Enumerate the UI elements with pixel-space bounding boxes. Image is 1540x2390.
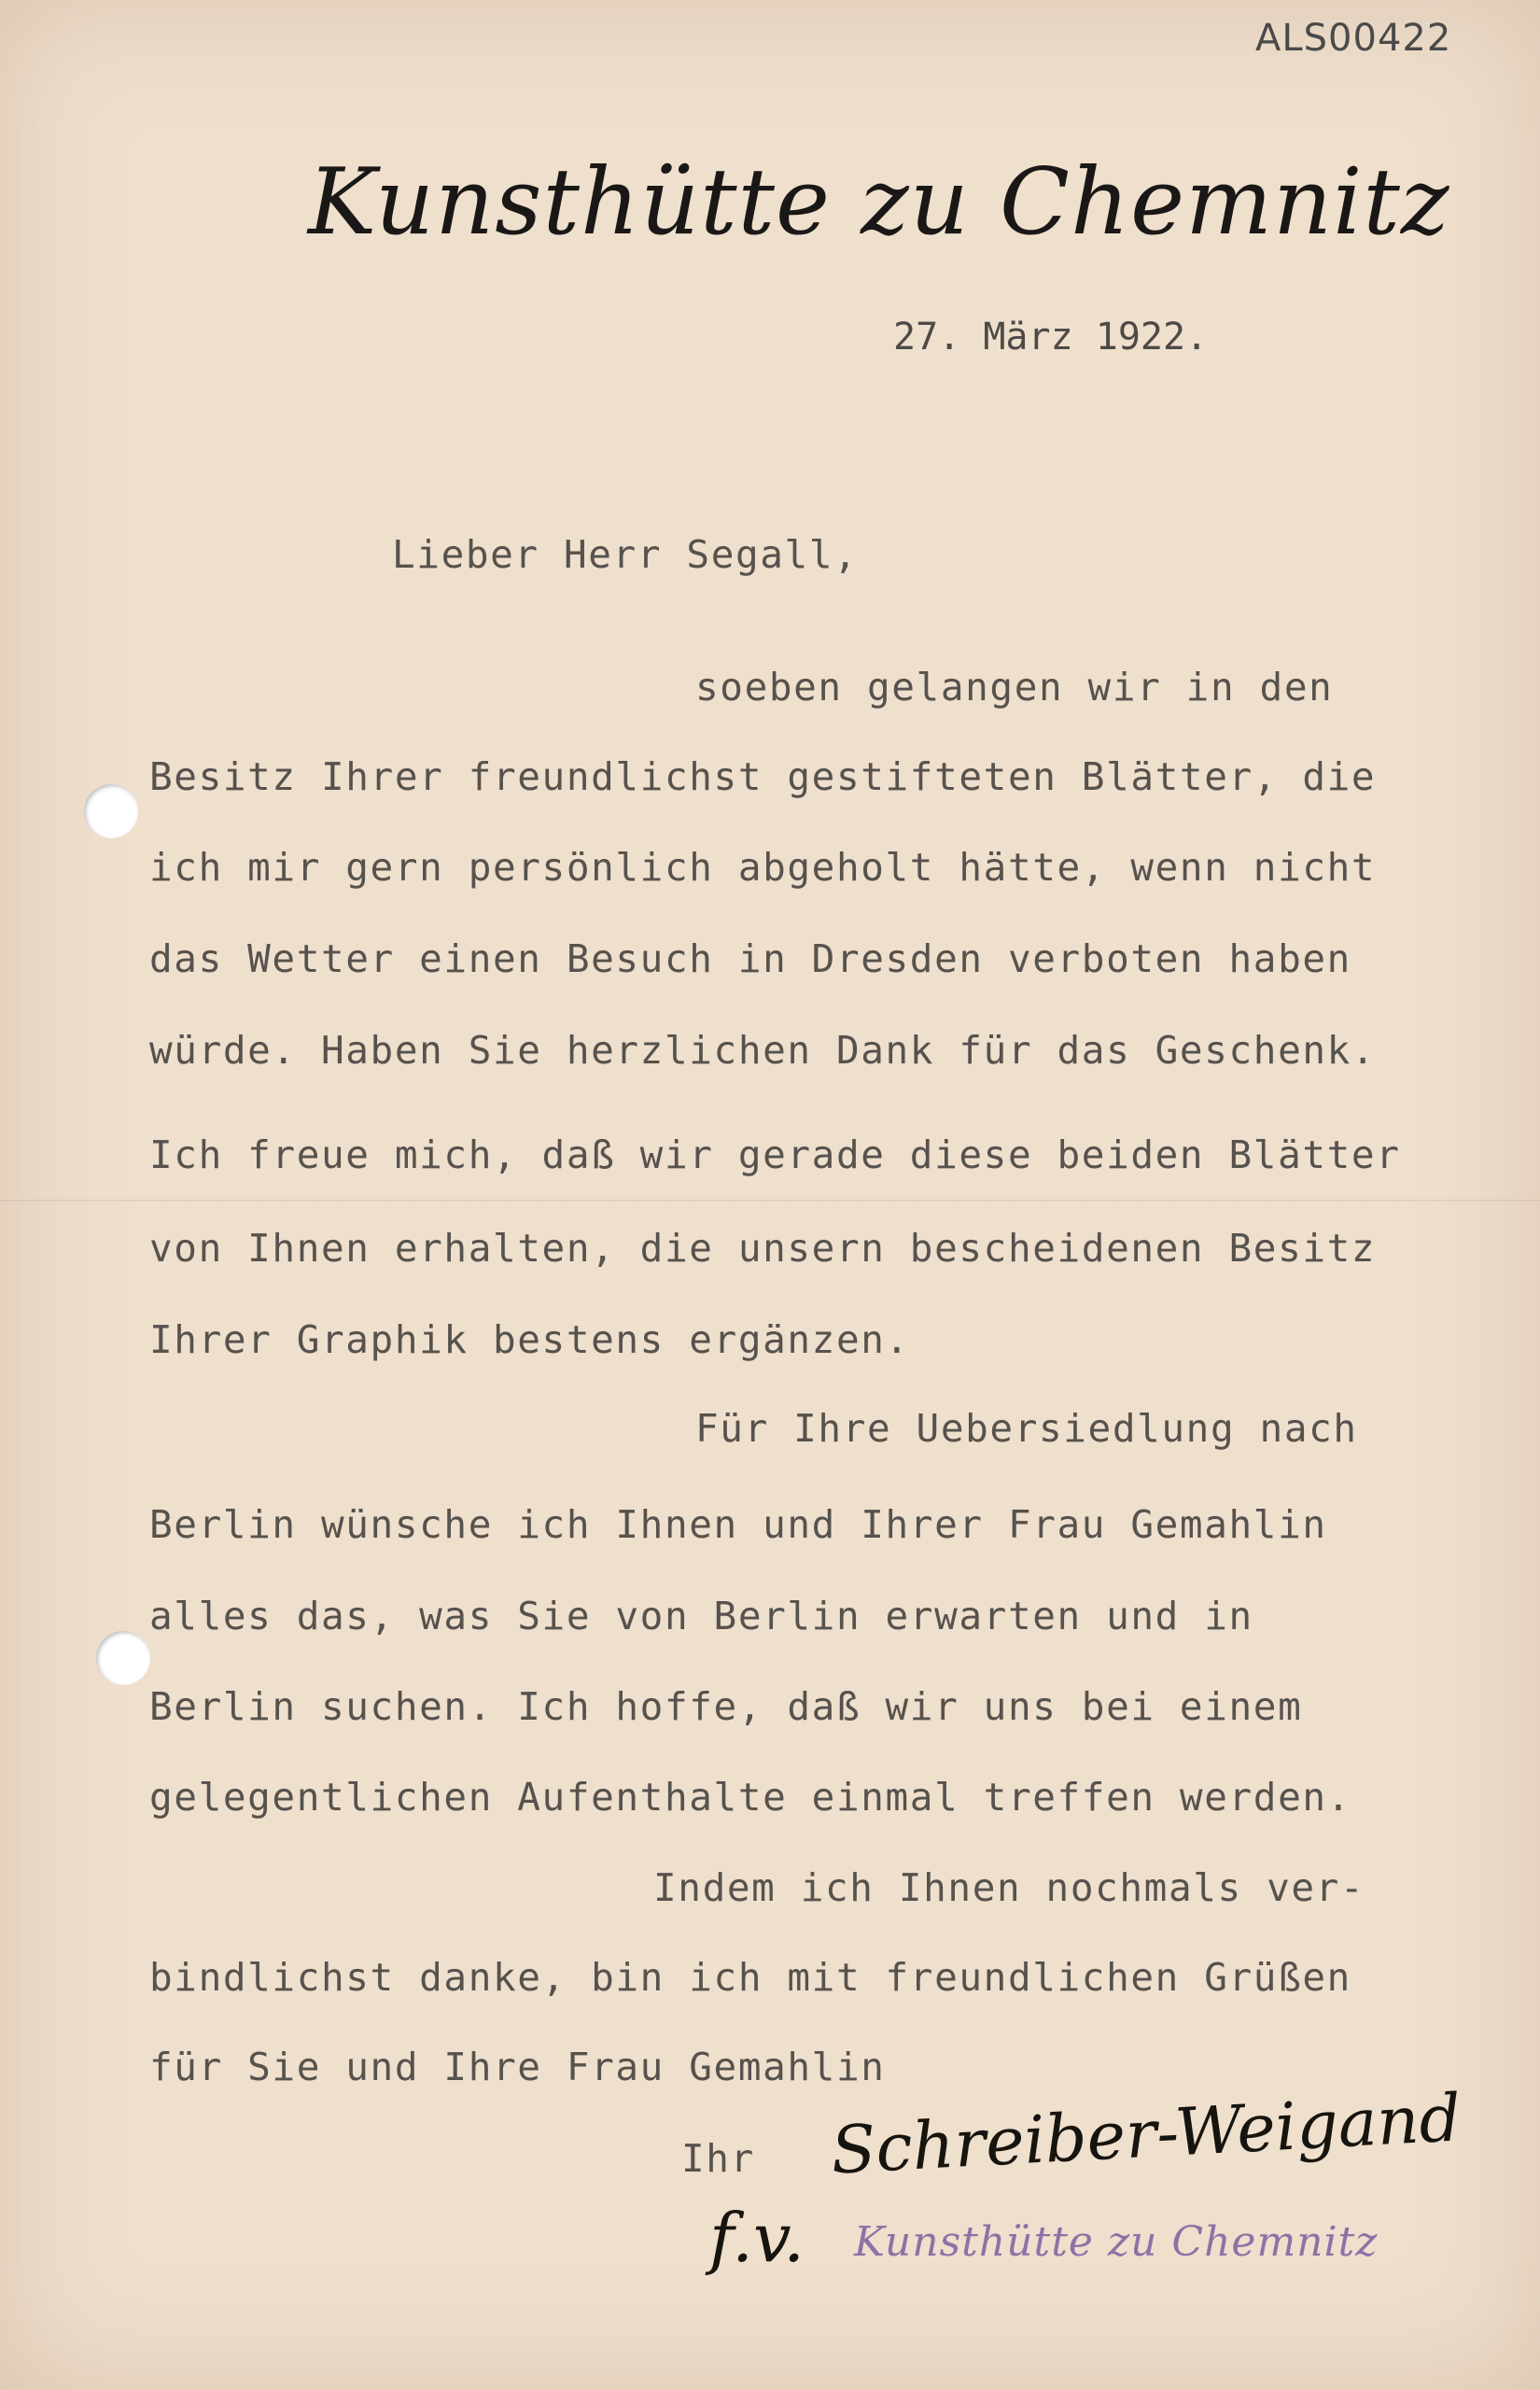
- institution-stamp: Kunsthütte zu Chemnitz: [854, 2218, 1379, 2266]
- letterhead: Kunsthütte zu Chemnitz: [308, 149, 1450, 256]
- body-line: für Sie und Ihre Frau Gemahlin: [149, 2045, 886, 2089]
- body-line: Berlin wünsche ich Ihnen und Ihrer Frau Gemahlin: [149, 1502, 1327, 1547]
- body-line: von Ihnen erhalten, die unsern bescheidenen Besitz: [149, 1226, 1377, 1271]
- handwritten-signature: Schreiber-Weigand: [829, 2079, 1463, 2189]
- body-line: das Wetter einen Besuch in Dresden verboten haben: [149, 936, 1351, 981]
- body-line: Ich freue mich, daß wir gerade diese beiden Blätter: [149, 1132, 1401, 1177]
- salutation: Lieber Herr Segall,: [392, 532, 859, 577]
- body-line: soeben gelangen wir in den: [695, 665, 1334, 710]
- punch-hole-lower: [96, 1631, 150, 1685]
- body-line: Besitz Ihrer freundlichst gestifteten Blätter, die: [149, 754, 1377, 799]
- signature-prefix: f.v.: [709, 2199, 805, 2277]
- body-line: Indem ich Ihnen nochmals ver-: [653, 1865, 1365, 1910]
- punch-hole-upper: [84, 784, 138, 838]
- body-line: ich mir gern persönlich abgeholt hätte, wenn nicht: [149, 845, 1377, 890]
- fold-crease: [0, 1200, 1540, 1202]
- body-line: bindlichst danke, bin ich mit freundlichen Grüßen: [149, 1955, 1351, 2000]
- body-line: gelegentlichen Aufenthalte einmal treffen werden.: [149, 1775, 1351, 1820]
- body-line: alles das, was Sie von Berlin erwarten und in: [149, 1594, 1253, 1638]
- body-line: würde. Haben Sie herzlichen Dank für das Geschenk.: [149, 1028, 1377, 1073]
- archive-id: ALS00422: [1255, 17, 1452, 60]
- body-line: Berlin suchen. Ich hoffe, daß wir uns bei einem: [149, 1684, 1303, 1729]
- body-line: Für Ihre Uebersiedlung nach: [695, 1406, 1358, 1451]
- body-line: Ihrer Graphik bestens ergänzen.: [149, 1317, 910, 1362]
- letter-date: 27. März 1922.: [893, 316, 1209, 358]
- closing: Ihr: [681, 2136, 755, 2181]
